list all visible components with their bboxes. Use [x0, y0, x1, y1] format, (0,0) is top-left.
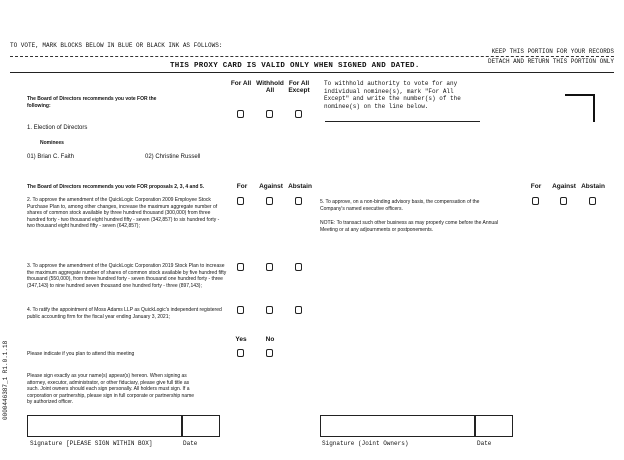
col-withhold-all: Withhold All	[256, 80, 284, 94]
p4-abstain-checkbox[interactable]	[295, 306, 302, 314]
proposal-2-text: 2. To approve the amendment of the QuickLogic Corporation 2009 Employee Stock Purchase Plan to, among other changes, increase the maximum aggregate number of shares of common stock available by three hundred thousand (300,000) from three hundred forty - two thousand eight hundred fifty - seven (342,857) to six hundred forty - two thousand eight hundred fifty - seven (642,857);	[27, 197, 220, 229]
nominees-label: Nominees	[40, 140, 64, 146]
date-label-1: Date	[183, 440, 198, 447]
withhold-nominee-line[interactable]	[325, 121, 480, 122]
keep-portion-label: KEEP THIS PORTION FOR YOUR RECORDS	[491, 48, 614, 55]
col-for-all: For All	[230, 80, 252, 87]
proposal-4-text: 4. To ratify the appointment of Moss Adams LLP as QuickLogic's independent registered public accounting firm for the fiscal year ending January 3, 2021;	[27, 307, 222, 320]
side-code: 0000446387_1 R1.0.1.18	[2, 340, 9, 420]
checkbox-for-all-except[interactable]	[295, 110, 302, 118]
valid-notice: THIS PROXY CARD IS VALID ONLY WHEN SIGNED AND DATED.	[170, 62, 420, 70]
p2-abstain-checkbox[interactable]	[295, 197, 302, 205]
p3-against-checkbox[interactable]	[266, 263, 273, 271]
col-for-all-except: For All Except	[288, 80, 310, 94]
signature-label-2: Signature (Joint Owners)	[322, 440, 409, 447]
p3-abstain-checkbox[interactable]	[295, 263, 302, 271]
p3-for-checkbox[interactable]	[237, 263, 244, 271]
date-label-2: Date	[477, 440, 492, 447]
p5-against-checkbox[interactable]	[560, 197, 567, 205]
p5-abstain-checkbox[interactable]	[589, 197, 596, 205]
date-box-1[interactable]	[182, 415, 220, 437]
nominee-1: 01) Brian C. Faith	[27, 154, 75, 160]
col-yes: Yes	[235, 336, 247, 343]
corner-mark	[565, 94, 595, 122]
col-abstain-right: Abstain	[581, 183, 605, 190]
election-recommendation: The Board of Directors recommends you vote FOR the following:	[27, 96, 157, 109]
sign-instructions: Please sign exactly as your name(s) appear(s) hereon. When signing as attorney, executor, administrator, or other fiduciary, please give full title as such. Joint owners should each sign personally. All holders must sign. If a corporation or partnership, please sign in full corporate or partnership name by authorized officer.	[27, 373, 195, 405]
withhold-instructions: To withhold authority to vote for any individual nominee(s), mark "For All Except" and write the number(s) of the nominee(s) on the line below.	[324, 80, 461, 110]
attend-no-checkbox[interactable]	[266, 349, 273, 357]
date-box-2[interactable]	[475, 415, 513, 437]
col-no: No	[265, 336, 275, 343]
header-rule	[10, 72, 614, 73]
vote-instruction: TO VOTE, MARK BLOCKS BELOW IN BLUE OR BLACK INK AS FOLLOWS:	[10, 42, 223, 49]
signature-box-2[interactable]	[320, 415, 475, 437]
attend-text: Please indicate if you plan to attend this meeting	[27, 351, 135, 357]
attend-yes-checkbox[interactable]	[237, 349, 244, 357]
col-against-right: Against	[552, 183, 576, 190]
col-for-right: For	[530, 183, 542, 190]
checkbox-for-all[interactable]	[237, 110, 244, 118]
signature-box-1[interactable]	[27, 415, 182, 437]
detach-portion-label: DETACH AND RETURN THIS PORTION ONLY	[487, 58, 614, 65]
proposal-5-text: 5. To approve, on a non-binding advisory basis, the compensation of the Company's named executive officers.	[320, 199, 480, 212]
p2-for-checkbox[interactable]	[237, 197, 244, 205]
proposal-3-text: 3. To approve the amendment of the QuickLogic Corporation 2019 Stock Plan to increase the maximum aggregate number of shares of common stock available by five hundred fifty thousand (550,000), from three hundred forty - seven thousand one hundred forty - three (347,143) to nine hundred seven thousand one hundred forty - three (897,143);	[27, 263, 227, 289]
election-item-title: 1. Election of Directors	[27, 125, 88, 131]
col-abstain-left: Abstain	[288, 183, 312, 190]
col-for-left: For	[236, 183, 248, 190]
note-text: NOTE: To transact such other business as may properly come before the Annual Meeting or at any adjournments or postponements.	[320, 220, 499, 233]
nominee-2: 02) Christine Russell	[145, 154, 201, 160]
checkbox-withhold-all[interactable]	[266, 110, 273, 118]
detach-line	[10, 56, 614, 57]
p2-against-checkbox[interactable]	[266, 197, 273, 205]
proposals-recommendation: The Board of Directors recommends you vote FOR proposals 2, 3, 4 and 5.	[27, 184, 204, 190]
p5-for-checkbox[interactable]	[532, 197, 539, 205]
p4-against-checkbox[interactable]	[266, 306, 273, 314]
p4-for-checkbox[interactable]	[237, 306, 244, 314]
col-against-left: Against	[259, 183, 283, 190]
signature-label-1: Signature [PLEASE SIGN WITHIN BOX]	[30, 440, 153, 447]
